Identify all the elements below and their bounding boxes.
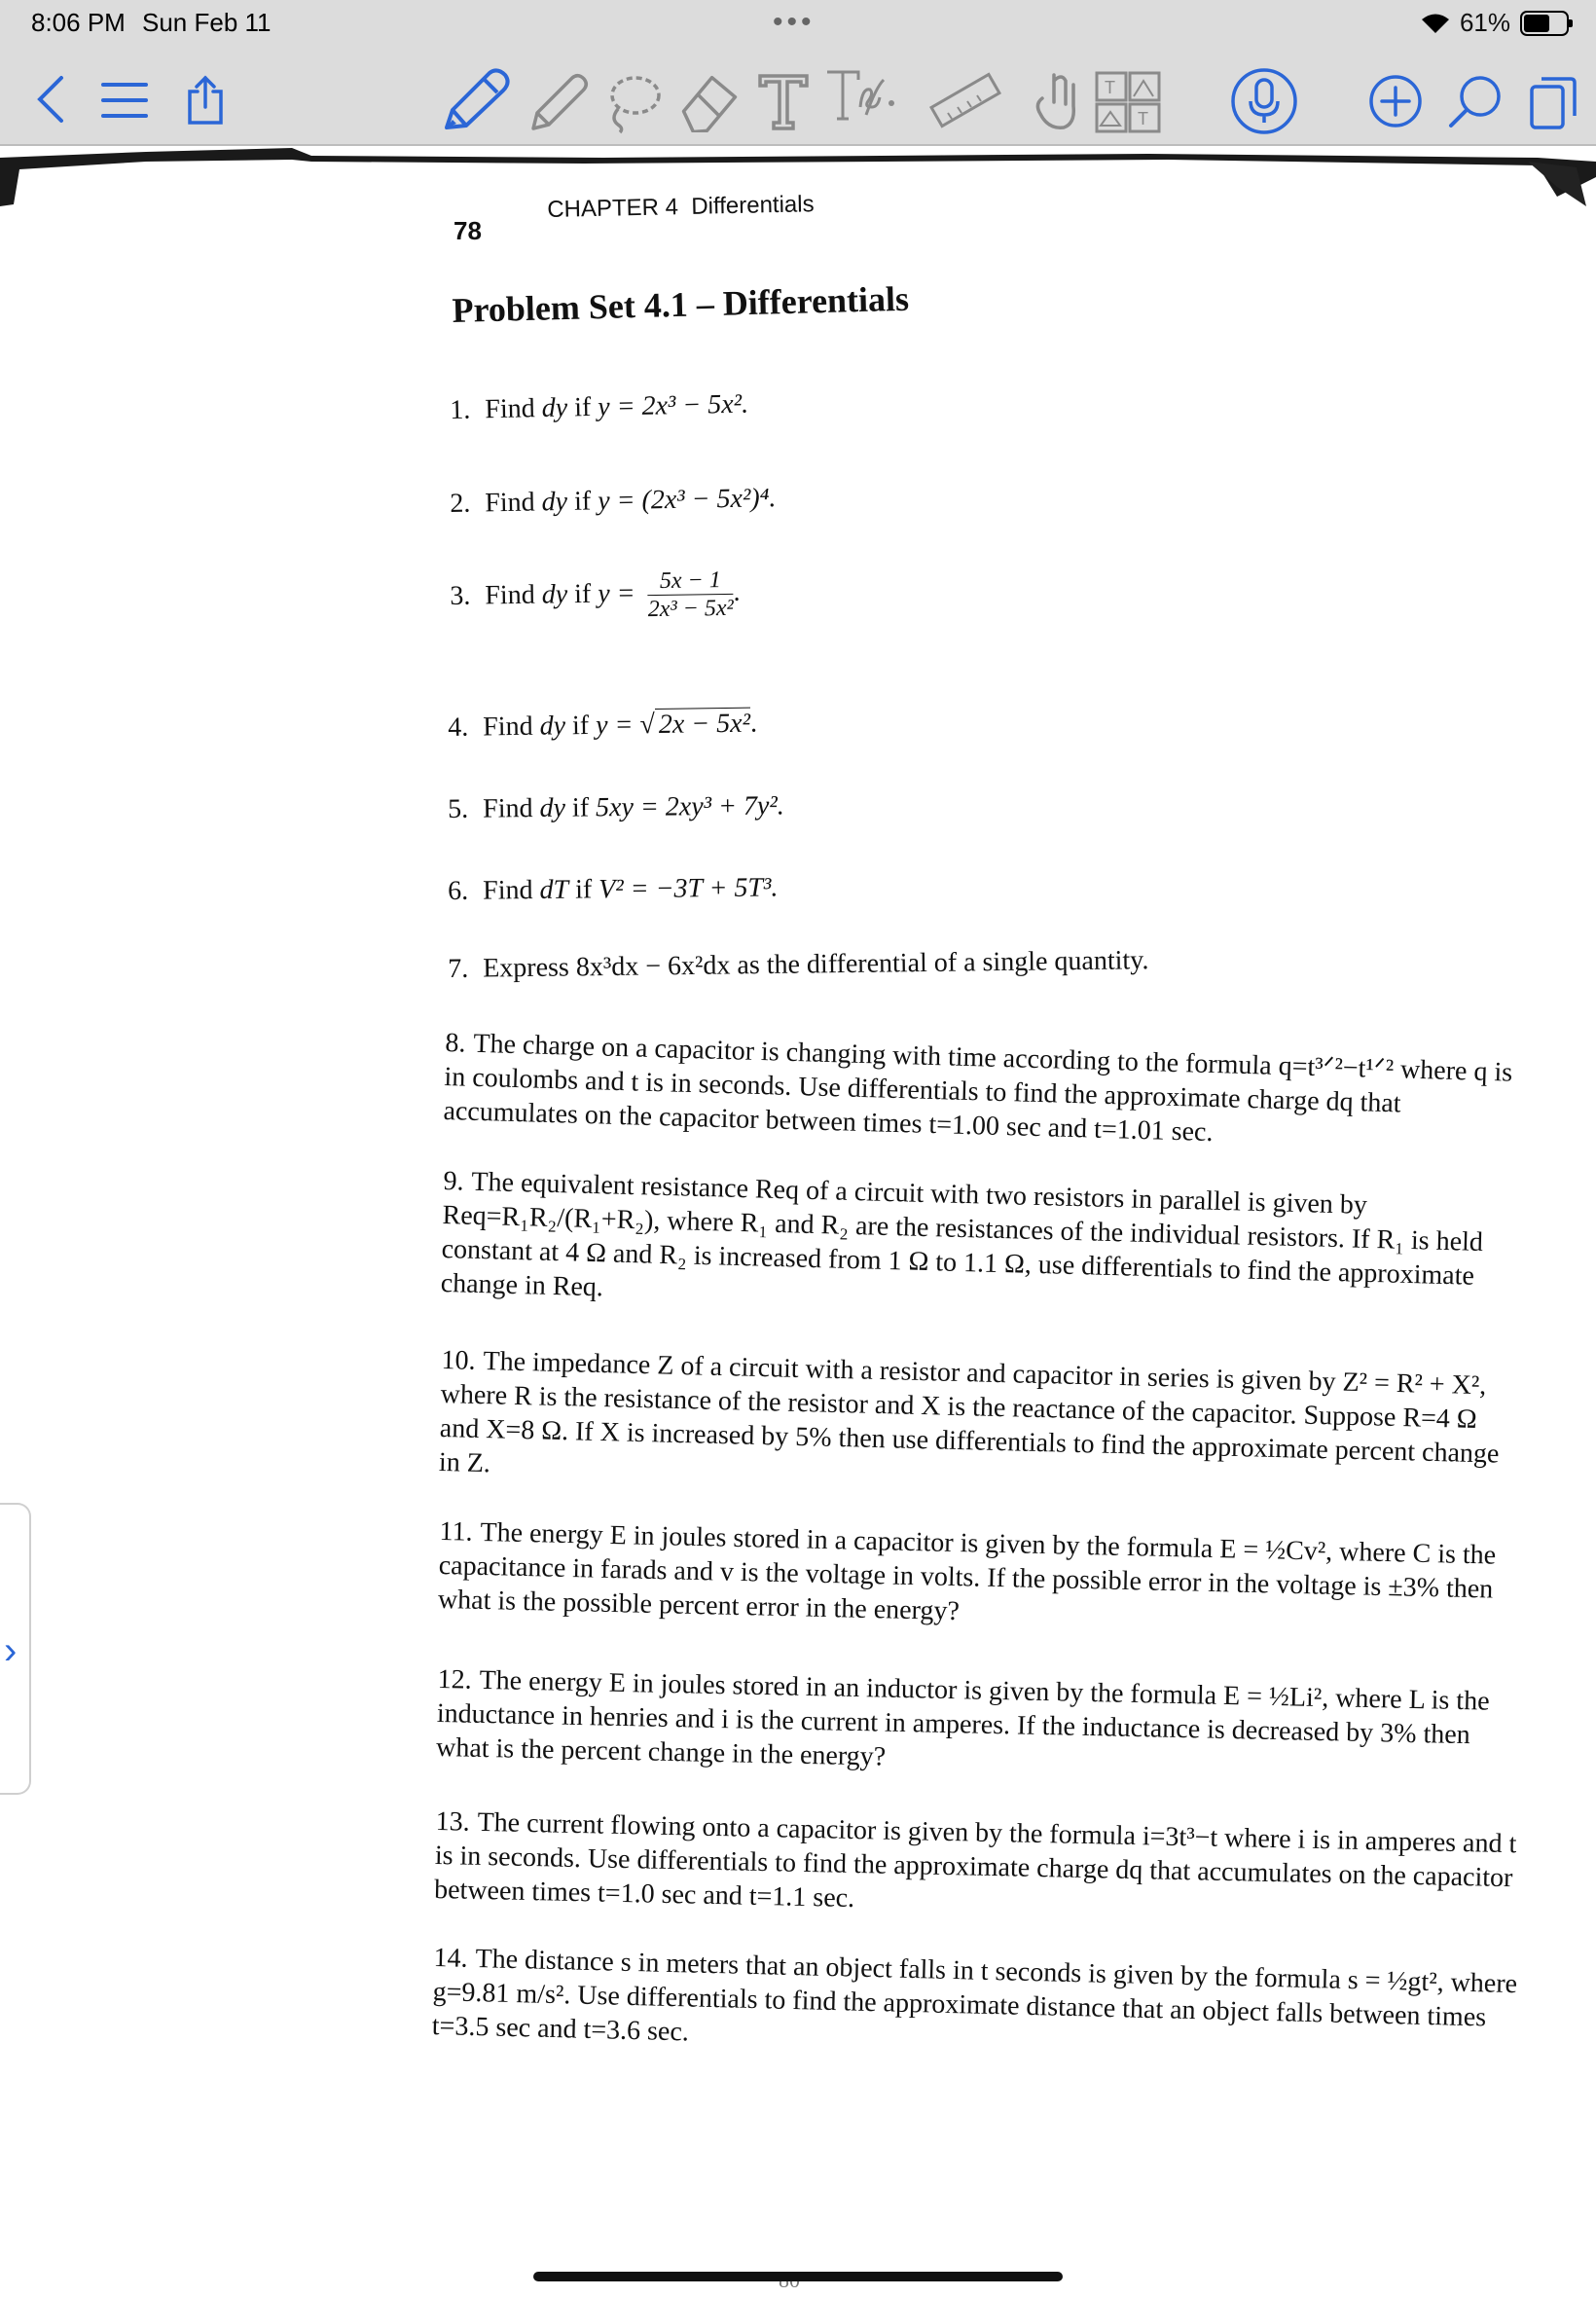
problem-number: 4. [448,711,469,743]
problem-number: 2. [450,488,471,519]
problem-word: Find [485,487,535,519]
list-icon[interactable] [97,76,152,125]
problem-end: . [749,708,758,739]
problem-4: 4. Find dy if y = √ 2x − 5x². [448,708,758,743]
problem-equation: y = 2x³ − 5x². [597,388,749,422]
problem-fraction [647,566,734,623]
problem-word: Find [483,875,533,906]
problem-number: 12. [437,1663,472,1695]
problem-3 [450,566,741,626]
problem-equation: 5xy = 2xy³ + 7y². [595,790,784,823]
problem-number: 6. [448,875,469,906]
status-indicators [1421,8,1569,38]
wifi-icon [1421,13,1450,34]
handwriting-to-text-icon[interactable] [823,68,897,132]
problem-equation: y = (2x³ − 5x²)⁴. [597,483,777,517]
problem-number: 8. [445,1027,466,1059]
problem-2 [450,481,777,521]
gesture-icon[interactable] [1024,68,1080,134]
problem-word: if [573,486,592,517]
problem-number: 3. [450,580,471,611]
problem-number: 7. [448,953,469,984]
notes-toolbar [0,51,1596,146]
problem-text: The equivalent resistance Req of a circuit with two resistors in parallel is given by Req=R₁R₂/(R₁+R₂), where R₁ and R₂ are the resistances of the individual resistors. If R₁ is held constant at 4 Ω and R₂ is increased from 1 Ω to 1.1 Ω, use differentials to find the approximate change in Req. [440,1166,1484,1303]
problem-number: 11. [439,1515,473,1548]
highlighter-icon[interactable] [526,68,592,136]
back-icon[interactable] [29,72,72,127]
problem-differential: dy [541,579,568,610]
svg-text:T: T [1138,109,1148,128]
problem-text: Express 8x³dx − 6x²dx as the differential of a single quantity. [483,945,1149,984]
battery-icon [1520,11,1569,36]
multitasking-dots-icon[interactable]: ••• [773,6,816,38]
problem-equation: y = [598,578,635,609]
problem-number: 14. [433,1942,468,1974]
eraser-icon[interactable] [675,68,744,134]
problem-word: if [571,710,590,742]
problem-word: Find [485,393,536,425]
problem-end: . [733,576,741,607]
problem-word: Find [483,793,533,824]
shapes-icon[interactable] [1092,68,1166,136]
ruler-icon[interactable] [926,70,1004,132]
svg-text:T: T [1105,78,1115,97]
problem-equation: y = [595,710,634,741]
status-bar [0,0,1596,51]
pen-icon[interactable] [438,64,516,136]
problem-text: The distance s in meters that an object falls in t seconds is given by the formula s = ½gt², where g=9.81 m/s². Use differentials to find the approximate distance that an object falls between times t=3.5 sec and t=3.6 sec. [431,1944,1518,2048]
problem-word: if [574,874,593,905]
problem-text: The charge on a capacitor is changing with time according to the formula q=t³ᐟ²−t¹ᐟ² where q is in coulombs and t is in seconds. Use differentials to find the approximate charge dq that accumulates on the capacitor between times t=1.00 sec and t=1.01 sec. [443,1028,1513,1148]
status-date: Sun Feb 11 [142,8,272,37]
search-icon[interactable] [1444,72,1506,132]
problem-differential: dy [539,792,566,824]
fraction-denominator: 2x³ − 5x² [647,595,734,623]
problem-word: if [573,391,592,423]
problem-differential: dT [539,874,569,906]
problem-differential: dy [541,392,568,424]
problem-word: if [573,578,592,610]
microphone-icon[interactable] [1228,66,1300,136]
problem-10 [439,1343,1522,1506]
battery-fill [1524,15,1549,32]
text-icon[interactable] [755,70,812,132]
problem-5 [448,788,784,826]
problem-differential: dy [541,486,568,518]
problem-number: 1. [450,394,471,425]
page-number: 78 [453,216,482,245]
problem-number: 5. [448,793,469,824]
problem-6 [448,870,779,908]
problem-text: The impedance Z of a circuit with a resistor and capacitor in series is given by Z² = R² + X², where R is the resistance of the resistor and X is the reactance of the capacitor. Suppose R=4 Ω and X=8 Ω. If X is increased by 5% then use differentials to find the approximate percent change in Z. [438,1346,1500,1479]
home-indicator[interactable] [533,2272,1063,2281]
problem-number: 10. [441,1344,476,1376]
problem-9 [440,1164,1513,1329]
lasso-icon[interactable] [601,70,664,136]
battery-percent: 61% [1459,8,1510,37]
problem-word: Find [483,711,533,743]
problem-set-title: Problem Set 4.1 – Differentials [452,278,910,330]
problem-word: Find [485,579,535,611]
problem-equation: V² = −3T + 5T³. [598,872,779,905]
problem-radicand: 2x − 5x² [655,708,751,740]
chevron-right-icon: › [4,1629,18,1672]
problem-number: 13. [435,1805,470,1838]
problem-differential: dy [539,711,566,742]
sidebar-tab[interactable] [0,1503,31,1795]
chapter-title: Differentials [691,191,815,220]
problem-text: The energy E in joules stored in a capacitor is given by the formula E = ½Cv², where C is the capacitance in farads and v is the voltage in volts. If the possible error in the voltage is ±3% then what is the possible percent error in the energy? [437,1516,1497,1627]
problem-text: The energy E in joules stored in an inductor is given by the formula E = ½Li², where L is the inductance in henries and i is the current in amperes. If the inductance is decreased by 3% then what is the percent change in the energy? [435,1664,1490,1772]
problem-number: 9. [443,1165,464,1197]
share-icon[interactable] [181,72,230,128]
problem-1 [450,387,748,427]
chapter-label: CHAPTER 4 [547,194,679,223]
fraction-numerator: 5x − 1 [647,566,733,596]
pages-icon[interactable] [1526,72,1580,132]
chapter-header [547,191,815,224]
problem-text: The current flowing onto a capacitor is given by the formula i=3t³−t where i is in amperes and t is in seconds. Use differentials to find the approximate charge dq that accumulates on the capacitor between times t=1.0 sec and t=1.1 sec. [433,1806,1517,1914]
problem-word: if [571,792,590,823]
add-icon[interactable] [1366,72,1425,130]
status-time: 8:06 PM [31,8,126,37]
